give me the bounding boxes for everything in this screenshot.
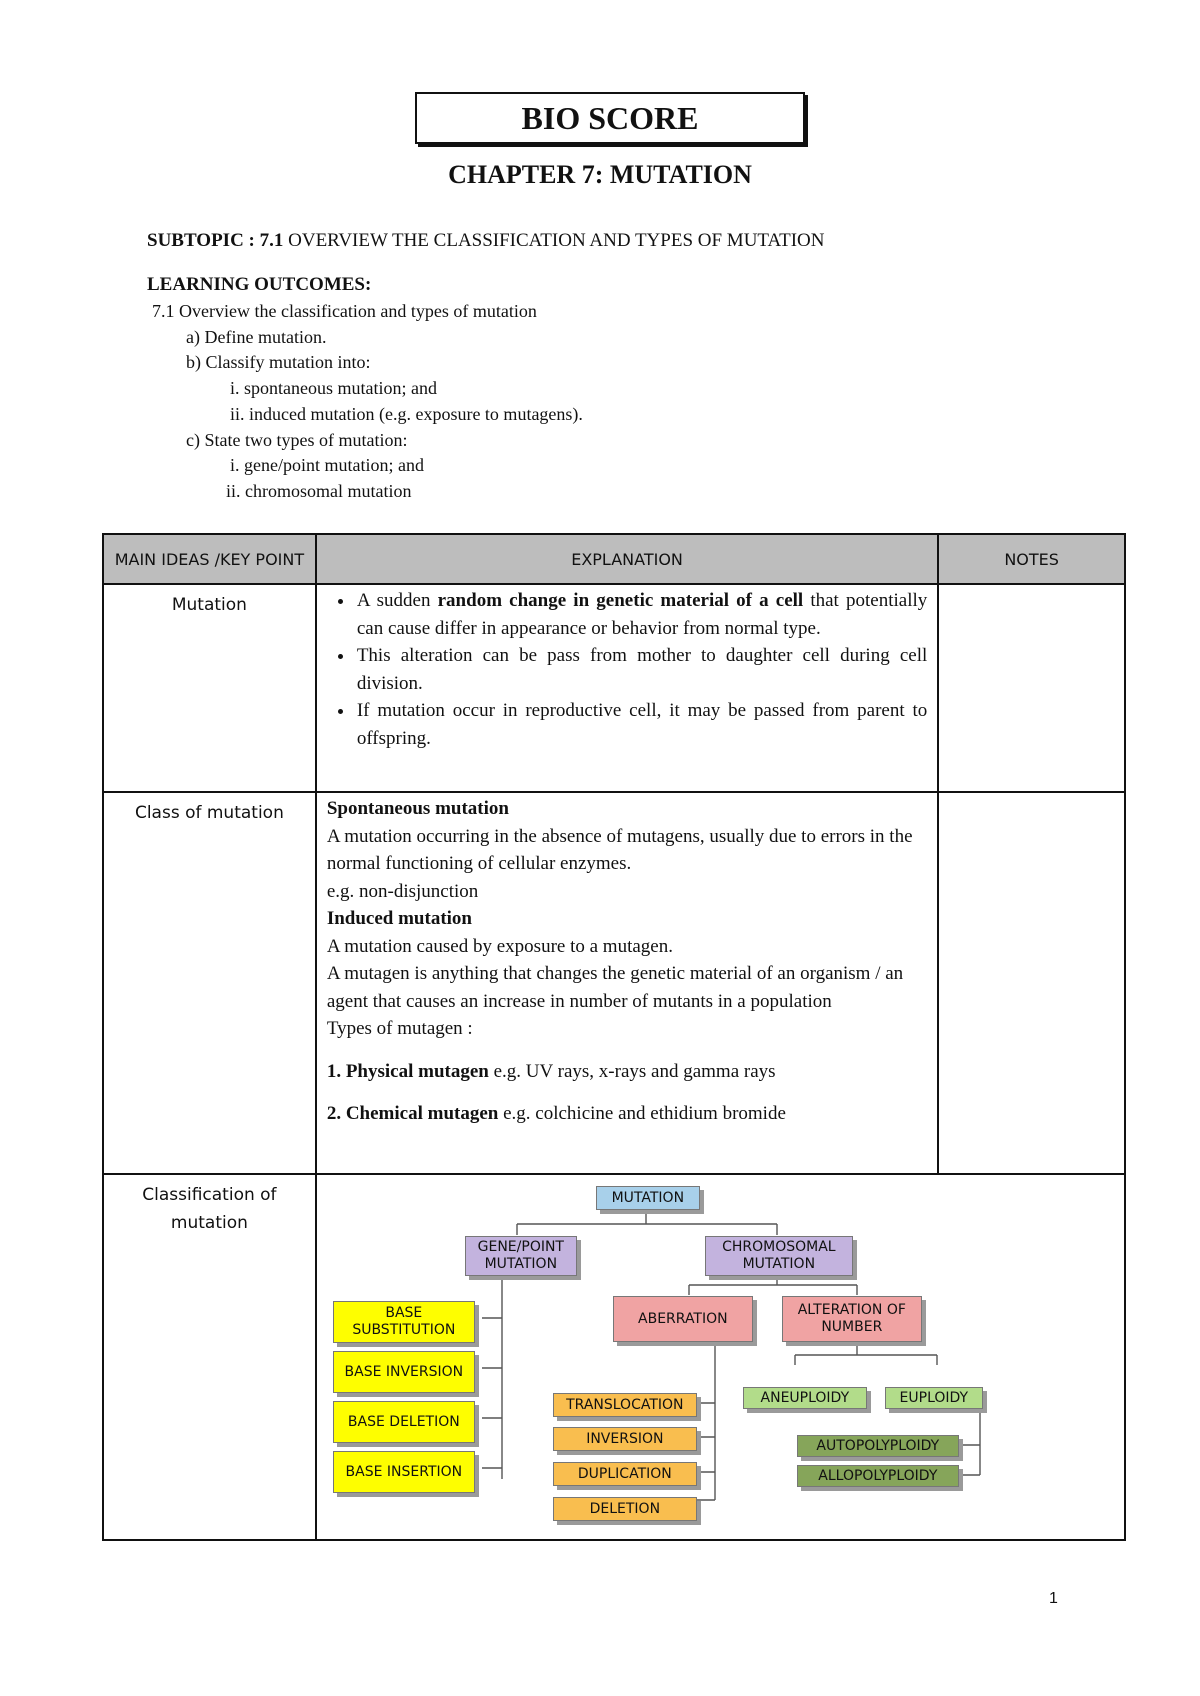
node-inversion: INVERSION — [553, 1427, 697, 1451]
spontaneous-example: e.g. non-disjunction — [326, 880, 479, 902]
table-row — [103, 584, 1125, 792]
key-point-cell: Mutation — [103, 584, 316, 792]
bullet-bold-text: random change in genetic material of a cell — [437, 590, 804, 611]
bullet-text: that potentially can cause differ in appearance or behavior from normal type. — [356, 590, 928, 639]
induced-text-2: A mutagen is anything that changes the genetic material of an organism / an agent that causes an increase in number of mutants in a population — [326, 963, 904, 1012]
node-base-insertion: BASE INSERTION — [333, 1451, 475, 1493]
subtopic — [147, 230, 825, 252]
physical-mutagen-label: 1. Physical mutagen — [326, 1060, 489, 1082]
main-ideas-table — [102, 533, 1126, 1541]
bio-score-title: BIO SCORE — [521, 99, 699, 136]
outcome-a: a) Define mutation. — [186, 327, 327, 347]
node-base-substitution: BASE SUBSTITUTION — [333, 1301, 475, 1343]
physical-mutagen-examples: e.g. UV rays, x-rays and gamma rays — [488, 1060, 776, 1082]
notes-cell — [938, 792, 1125, 1174]
notes-cell — [938, 584, 1125, 792]
key-point-cell: Class of mutation — [103, 792, 316, 1174]
node-base-deletion: BASE DELETION — [333, 1401, 475, 1443]
diagram-cell — [316, 1174, 1125, 1540]
spontaneous-title: Spontaneous mutation — [326, 798, 509, 819]
node-allopolyploidy: ALLOPOLYPLOIDY — [797, 1465, 959, 1487]
node-translocation: TRANSLOCATION — [553, 1393, 697, 1417]
bullet-text: This alteration can be pass from mother to daughter cell during cell division. — [356, 645, 928, 694]
node-mutation: MUTATION — [596, 1186, 700, 1210]
node-gene-point-mutation: GENE/POINT MUTATION — [465, 1236, 577, 1276]
bio-score-title-box — [415, 92, 805, 144]
bullet-item — [355, 697, 927, 752]
bullet-item — [355, 642, 927, 697]
header-notes: NOTES — [938, 534, 1125, 584]
outcome-c-i: i. gene/point mutation; and — [230, 455, 424, 475]
node-aneuploidy: ANEUPLOIDY — [743, 1387, 867, 1409]
outcome-b-ii: ii. induced mutation (e.g. exposure to mutagens). — [230, 404, 583, 424]
page-number: 1 — [1049, 1590, 1058, 1607]
header-explanation: EXPLANATION — [316, 534, 938, 584]
node-aberration: ABERRATION — [613, 1296, 753, 1342]
spontaneous-text: A mutation occurring in the absence of mutagens, usually due to errors in the normal functioning of cellular enzymes. — [326, 825, 913, 874]
node-euploidy: EUPLOIDY — [885, 1387, 983, 1409]
node-chromosomal-mutation: CHROMOSOMAL MUTATION — [705, 1236, 853, 1276]
learning-outcomes-title: LEARNING OUTCOMES: — [147, 274, 372, 295]
outcome-main: 7.1 Overview the classification and types of mutation — [152, 301, 537, 321]
subtopic-label: SUBTOPIC : 7.1 — [147, 230, 284, 251]
chemical-mutagen-examples: e.g. colchicine and ethidium bromide — [498, 1103, 786, 1124]
chemical-mutagen-label: 2. Chemical mutagen — [326, 1103, 499, 1124]
node-alteration-of-number: ALTERATION OF NUMBER — [782, 1296, 922, 1342]
subtopic-text: OVERVIEW THE CLASSIFICATION AND TYPES OF MUTATION — [283, 230, 825, 251]
node-base-inversion: BASE INVERSION — [333, 1351, 475, 1393]
explanation-cell — [316, 792, 938, 1174]
explanation-cell — [316, 584, 938, 792]
mutation-classification-diagram — [317, 1175, 997, 1535]
table-header-row — [103, 534, 1125, 584]
induced-title: Induced mutation — [326, 908, 472, 929]
header-main-ideas: MAIN IDEAS /KEY POINT — [103, 534, 316, 584]
bullet-text: A sudden — [356, 590, 438, 611]
bullet-text: If mutation occur in reproductive cell, it may be passed from parent to offspring. — [356, 700, 928, 749]
induced-text-1: A mutation caused by exposure to a mutagen. — [326, 935, 673, 957]
bullet-item — [355, 587, 927, 642]
types-of-mutagen-label: Types of mutagen : — [326, 1018, 473, 1039]
chapter-title: CHAPTER 7: MUTATION — [448, 160, 752, 189]
outcome-b: b) Classify mutation into: — [186, 352, 371, 372]
outcome-c: c) State two types of mutation: — [186, 430, 408, 450]
outcome-c-ii: ii. chromosomal mutation — [226, 481, 412, 501]
node-duplication: DUPLICATION — [553, 1462, 697, 1486]
key-point-cell: Classification of mutation — [103, 1174, 316, 1540]
node-deletion: DELETION — [553, 1497, 697, 1521]
table-row — [103, 1174, 1125, 1540]
node-autopolyploidy: AUTOPOLYPLOIDY — [797, 1435, 959, 1457]
table-row — [103, 792, 1125, 1174]
outcome-b-i: i. spontaneous mutation; and — [230, 378, 437, 398]
mutation-bullets — [327, 587, 927, 752]
